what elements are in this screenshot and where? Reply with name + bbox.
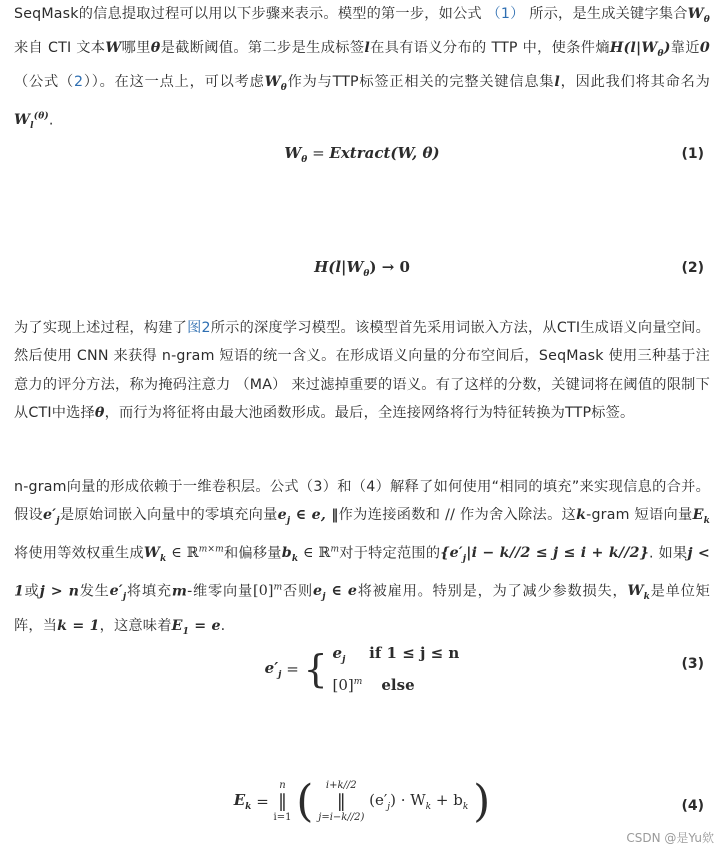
math-cond: j > n <box>39 583 80 600</box>
paragraph-2 <box>14 314 710 428</box>
text: 或 <box>24 583 40 600</box>
math-theta: θ <box>94 405 105 422</box>
text: 为了实现上述过程，构建了 <box>14 320 188 336</box>
equation-number: (1) <box>681 146 704 162</box>
math-bk: $b_k$ ∈ ℝ$^m$ <box>281 544 340 565</box>
watermark: CSDN @是Yu欸 <box>626 831 714 845</box>
equation-1 <box>0 144 724 168</box>
text: SeqMask的信息提取过程可以用以下步骤来表示。模型的第一步，如公式 <box>14 6 487 22</box>
math-zero-vector: $[0]^m$ <box>252 582 283 600</box>
math-wk: $W_k$ <box>627 583 651 603</box>
math-l: l <box>364 40 370 57</box>
text: 将填充 <box>126 583 172 600</box>
math-w: W <box>105 40 122 57</box>
math-m: m <box>171 583 188 600</box>
math-w-theta: $W_\theta$ <box>264 74 287 94</box>
math-wk: $W_k$ ∈ ℝ$^{m\times m}$ <box>143 544 224 565</box>
text: 作为与TTP标签正相关的完整关键信息集 <box>286 74 555 91</box>
text: . <box>48 112 54 129</box>
text: 对于特定范围的 <box>339 545 441 562</box>
math-e1: $E_1 = e$ <box>171 617 221 637</box>
text: 是单位矩阵，当 <box>14 583 710 634</box>
equation-body: $W_\theta$ = Extract(W, θ) <box>284 144 440 165</box>
text: 来自 CTI 文本 <box>14 40 106 57</box>
math-wl-theta: $W_l^{(\theta)}$ <box>14 111 49 132</box>
text: 哪里 <box>121 40 151 57</box>
math-zero: 0 <box>699 40 710 57</box>
math-ej-in-e: $e_j$ ∈ e <box>312 583 358 603</box>
text: -维零向量 <box>187 583 253 600</box>
text: 否则 <box>282 583 313 600</box>
equation-link[interactable]: 2 <box>74 74 84 91</box>
equation-link[interactable]: （1） <box>486 6 525 22</box>
figure-link[interactable]: 图2 <box>187 320 211 336</box>
math-theta: θ <box>150 40 161 57</box>
text: . 如果 <box>649 545 688 562</box>
text: 发生 <box>79 583 110 600</box>
equation-number: (3) <box>681 656 704 672</box>
text: -gram 短语向量 <box>586 507 693 524</box>
equation-body: $H(l|W_\theta) \to 0$ <box>314 258 410 279</box>
text: 是截断阈值。第二步是生成标签 <box>160 40 365 57</box>
paragraph-1 <box>14 0 710 141</box>
math-ej-prime: $e'_j$ <box>43 507 60 527</box>
paragraph-3 <box>14 473 710 646</box>
text: 将使用等效权重生成 <box>14 545 144 562</box>
equation-number: (4) <box>681 798 704 814</box>
text: （公式（ <box>14 74 74 91</box>
text: ，因此我们将其命名为 <box>560 74 710 91</box>
text: ，这意味着 <box>99 617 172 634</box>
math-k-equals-1: k = 1 <box>57 617 100 634</box>
math-k: k <box>576 507 587 524</box>
math-ej-prime: $e'_j$ <box>109 583 127 603</box>
math-ej-in-e: $e_j$ ∈ e, ‖ <box>277 507 339 527</box>
text: 所示的深度学习模型。该模型首先采用词嵌入方法，从CTI生成语义向量空间。然后使用 CNN 来获得 n-gram 短语的统一含义。在形成语义向量的分布空间后，SeqMask 使用三种基于注意力的评分方法，称为掩码注意力 （MA） 来过滤掉重要的语义。有了这样的分数，关键词将在阈值的限制下从CTI中选择 <box>14 320 710 422</box>
text: 是原始词嵌入向量中的零填充向量 <box>59 507 278 524</box>
text: ））。在这一点上，可以考虑 <box>83 74 265 91</box>
text: n-gram向量的形成依赖于一维卷积层。公式（3）和（4）解释了如何使用“相同的填充”来实现信息的合并。假设 <box>14 479 710 524</box>
math-cond: j < 1 <box>14 545 710 600</box>
text: 在具有语义分布的 TTP 中，使条件熵 <box>369 40 610 57</box>
math-entropy: $H(l|W_\theta)$ <box>609 40 671 60</box>
equation-body: $E_k$ = n ‖ i=1 ( i+k//2 ‖ j=i−k//2) $(e'_j) \cdot W_k + b_k$ ) <box>233 776 491 827</box>
math-w-theta: $W_\theta$ <box>687 6 710 25</box>
equation-body: $e'_j$ = { $e_j$ if 1 ≤ j ≤ n $[0]^m$ else <box>264 644 460 694</box>
math-ek: $E_k$ <box>692 507 711 527</box>
text: 作为连接函数和 // 作为舍入除法。这 <box>338 507 577 524</box>
text: 所示，是生成关键字集合 <box>524 6 688 22</box>
math-set: $\{e'_j|i - k//2 \le j \le i + k//2\}$ <box>440 545 650 565</box>
equation-number: (2) <box>681 260 704 276</box>
text: 靠近 <box>670 40 700 57</box>
equation-4 <box>0 776 724 836</box>
equation-3 <box>0 642 724 694</box>
text: 将被雇用。特别是，为了减少参数损失， <box>357 583 628 600</box>
equation-2 <box>0 258 724 282</box>
text: . <box>220 617 226 634</box>
math-l: l <box>554 74 560 91</box>
text: ，而行为将征将由最大池函数形成。最后，全连接网络将行为特征转换为TTP标签。 <box>104 405 635 422</box>
text: 和偏移量 <box>223 545 282 562</box>
